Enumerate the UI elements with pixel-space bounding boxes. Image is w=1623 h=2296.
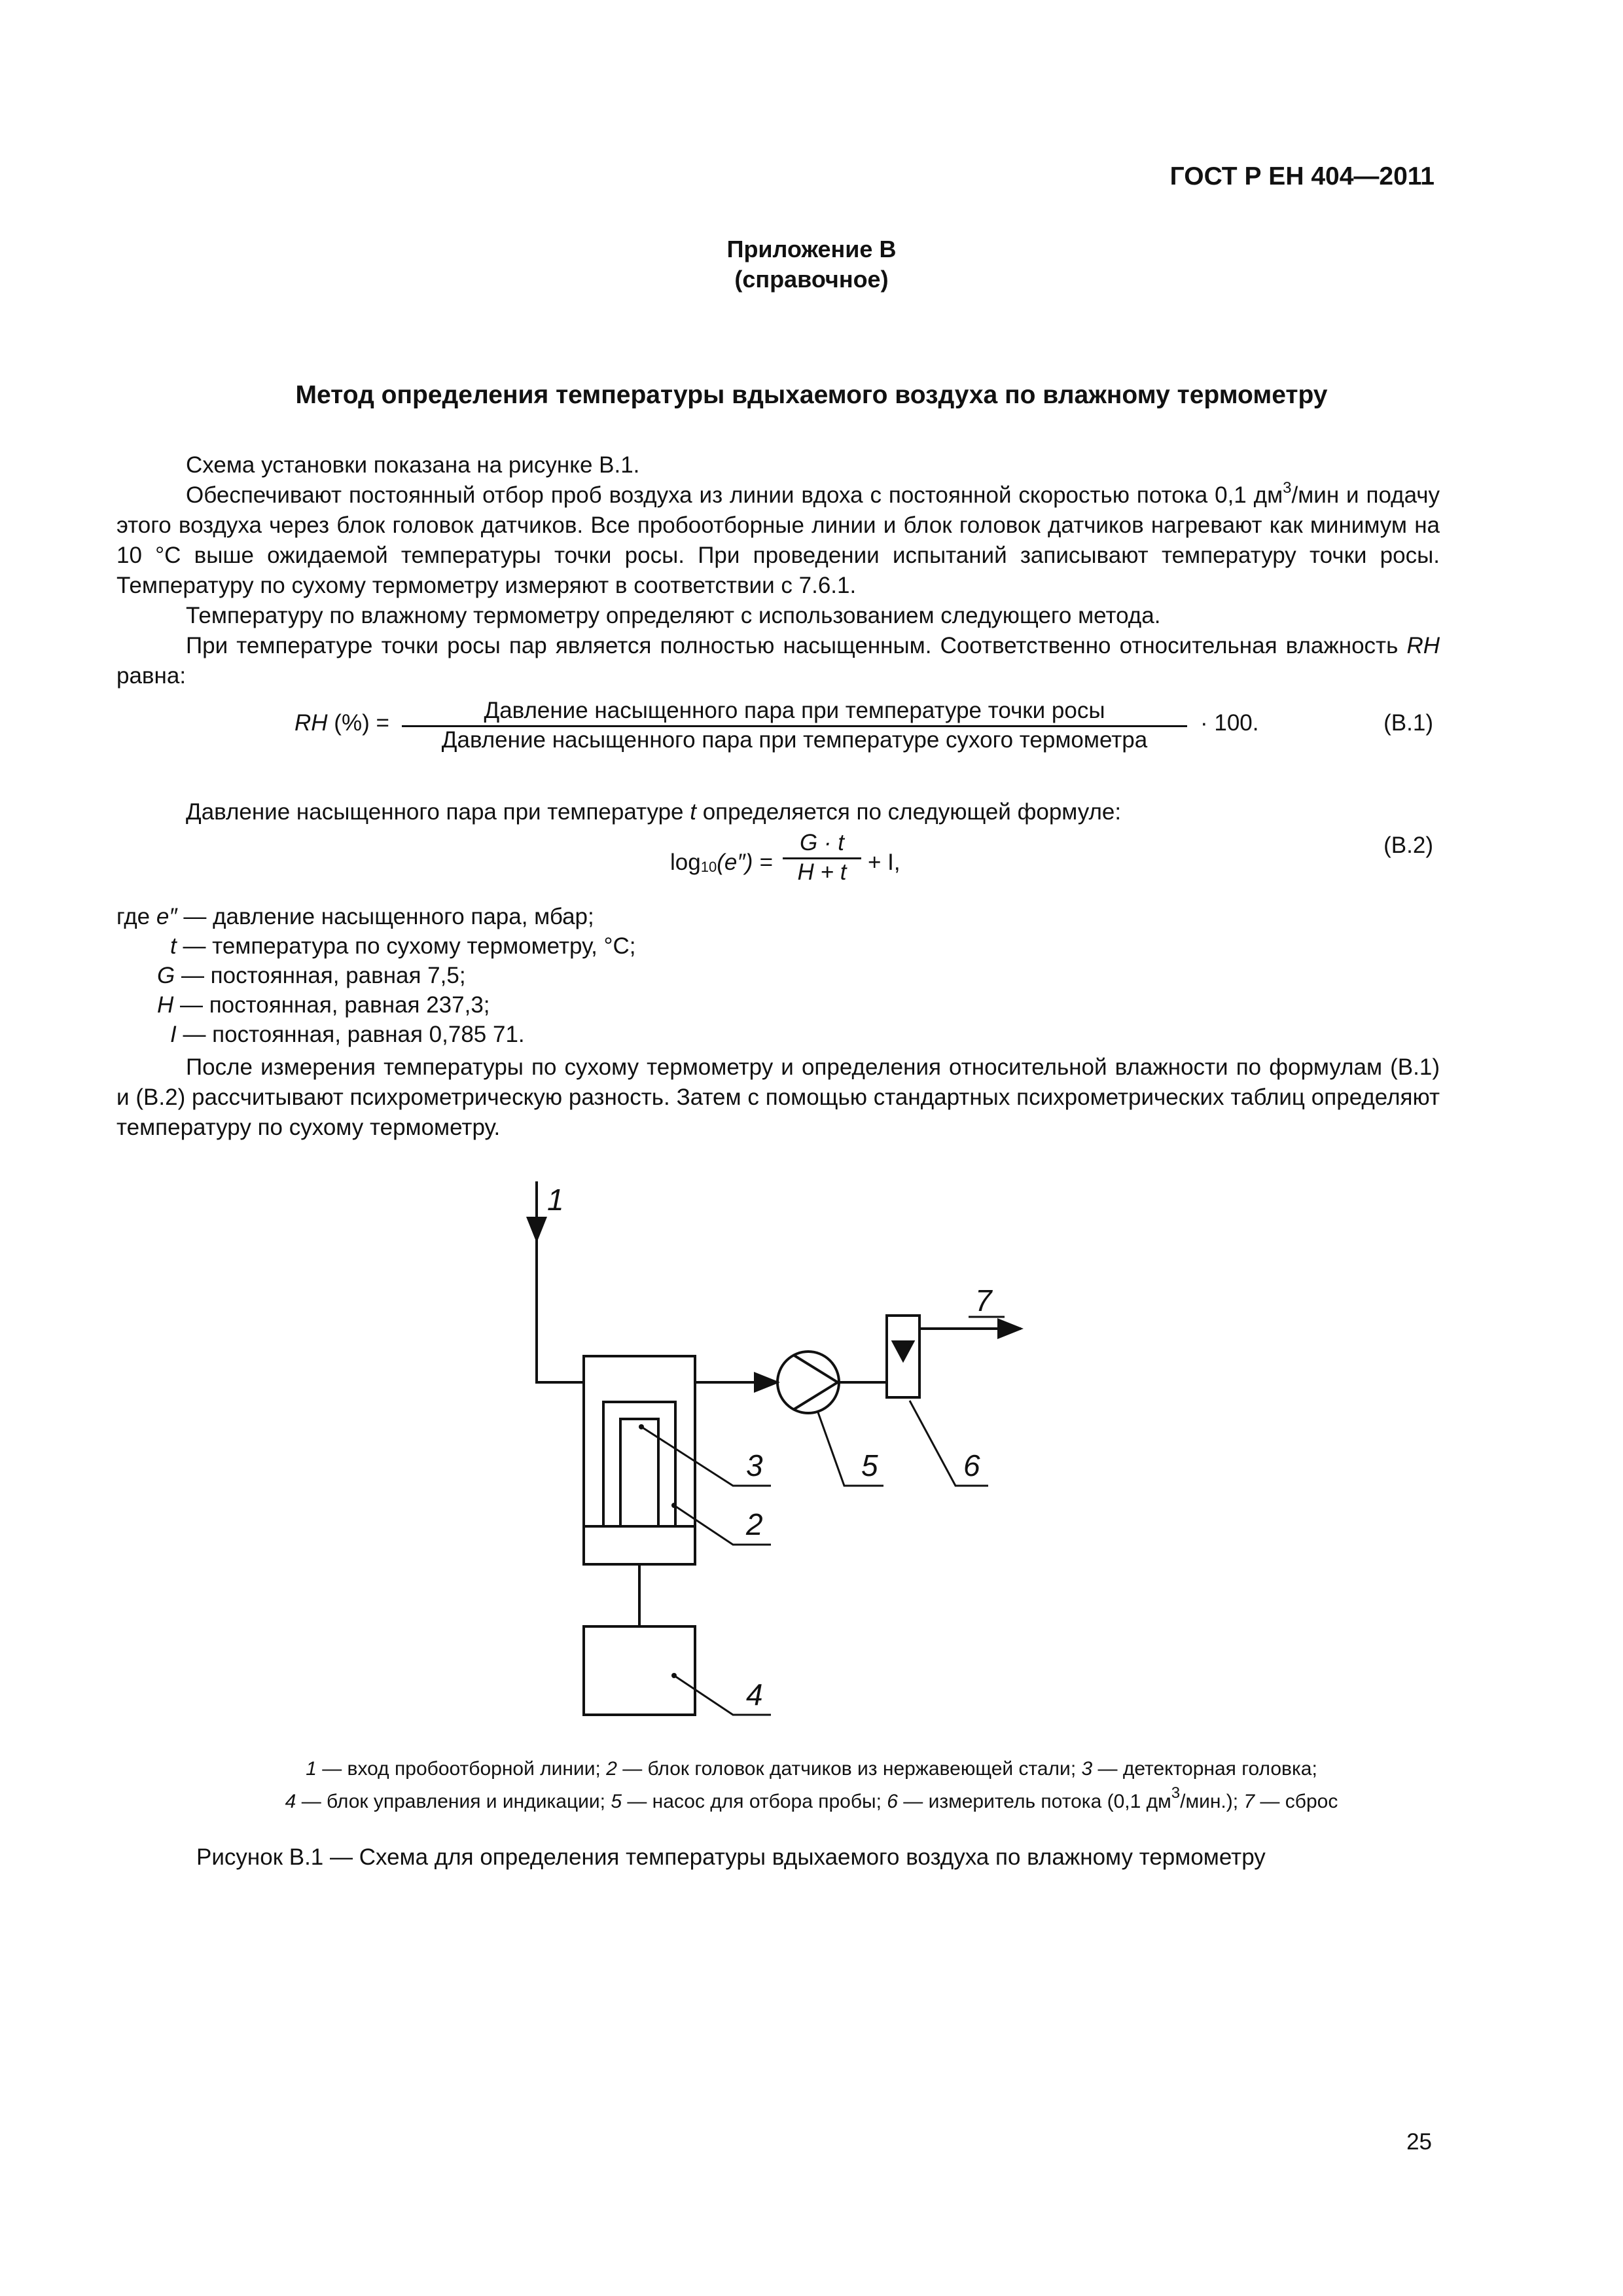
label-4: 4 xyxy=(746,1677,763,1712)
paragraph-3: Температуру по влажному термометру определяют с использованием следующего метода. xyxy=(186,603,1161,628)
def-i: I — постоянная, равная 0,785 71. xyxy=(170,1022,525,1047)
label-7: 7 xyxy=(975,1283,992,1318)
standard-number: ГОСТ Р ЕН 404—2011 xyxy=(1169,162,1435,190)
flowmeter-triangle xyxy=(893,1342,913,1360)
def-t: t — температура по сухому термометру, °С; xyxy=(170,933,636,959)
legend-line-1: 1 — вход пробоотборной линии; 2 — блок головок датчиков из нержавеющей стали; 3 — детекторная головка; xyxy=(306,1758,1317,1780)
label-1: 1 xyxy=(547,1183,564,1217)
paragraph-2: Обеспечивают постоянный отбор проб воздуха из линии вдоха с постоянной скоростью потока 0,1 $дм^3$/мин и подачу этого воздуха через блок головок датчиков. Все пробоотборные линии и блок головок датчиков нагревают как минимум на 10 °С выше ожидаемой температуры точки росы. При проведении испытаний записывают температуру точки росы. Температуру по сухому термометру измеряют в соответствии с 7.6.1. xyxy=(116,479,1440,598)
paragraph-5: Давление насыщенного пара при температуре t определяется по следующей формуле: xyxy=(186,799,1122,825)
formula-1-denominator: Давление насыщенного пара при температуре сухого термометра xyxy=(441,727,1148,753)
formula-2-numerator: G · t xyxy=(783,830,861,859)
detector-head xyxy=(603,1402,675,1526)
label-2: 2 xyxy=(746,1507,763,1541)
legend-line-2: 4 — блок управления и индикации; 5 — насос для отбора пробы; 6 — измеритель потока (0,1 $дм^3/мин$.); 7 — сброс xyxy=(285,1784,1338,1812)
appendix-title: Приложение В xyxy=(726,236,897,262)
paragraph-4: При температуре точки росы пар является полностью насыщенным. Соответственно относительная влажность RH равна: xyxy=(116,633,1440,689)
paragraph-1: Схема установки показана на рисунке В.1. xyxy=(186,452,640,478)
figure-legend xyxy=(0,1753,1623,1818)
formula-2-denominator: H + t xyxy=(797,859,847,885)
def-e: где e″ — давление насыщенного пара, мбар; xyxy=(116,904,594,929)
sensor-head-block xyxy=(584,1356,695,1564)
label-6: 6 xyxy=(963,1448,980,1482)
formula-2-lhs: log10(e″) = xyxy=(670,850,773,875)
figure-caption: Рисунок В.1 — Схема для определения температуры вдыхаемого воздуха по влажному термометру xyxy=(196,1844,1266,1870)
label-5: 5 xyxy=(861,1448,878,1482)
formula-1-rhs: · 100. xyxy=(1200,710,1259,736)
paragraph-6: После измерения температуры по сухому термометру и определения относительной влажности по формулам (В.1) и (В.2) рассчитывают психрометрическую разность. Затем с помощью стандартных психрометрических таблиц определяют температуру по сухому термометру. xyxy=(116,1054,1440,1140)
def-h: H — постоянная, равная 237,3; xyxy=(157,992,490,1018)
formula-1-numerator: Давление насыщенного пара при температуре точки росы xyxy=(402,698,1187,727)
control-unit xyxy=(584,1626,695,1715)
formula-1-lhs: RH (%) = xyxy=(294,710,389,736)
formula-2-rhs: + I, xyxy=(868,850,901,875)
section-title: Метод определения температуры вдыхаемого воздуха по влажному термометру xyxy=(295,381,1328,409)
formula-1-label: (В.1) xyxy=(1383,710,1433,736)
label-3: 3 xyxy=(746,1448,763,1482)
def-g: G — постоянная, равная 7,5; xyxy=(157,963,466,988)
formula-2-label: (В.2) xyxy=(1383,833,1433,858)
pump-icon xyxy=(777,1352,839,1413)
appendix-subtitle: (справочное) xyxy=(734,266,889,293)
page-number: 25 xyxy=(1406,2129,1432,2155)
